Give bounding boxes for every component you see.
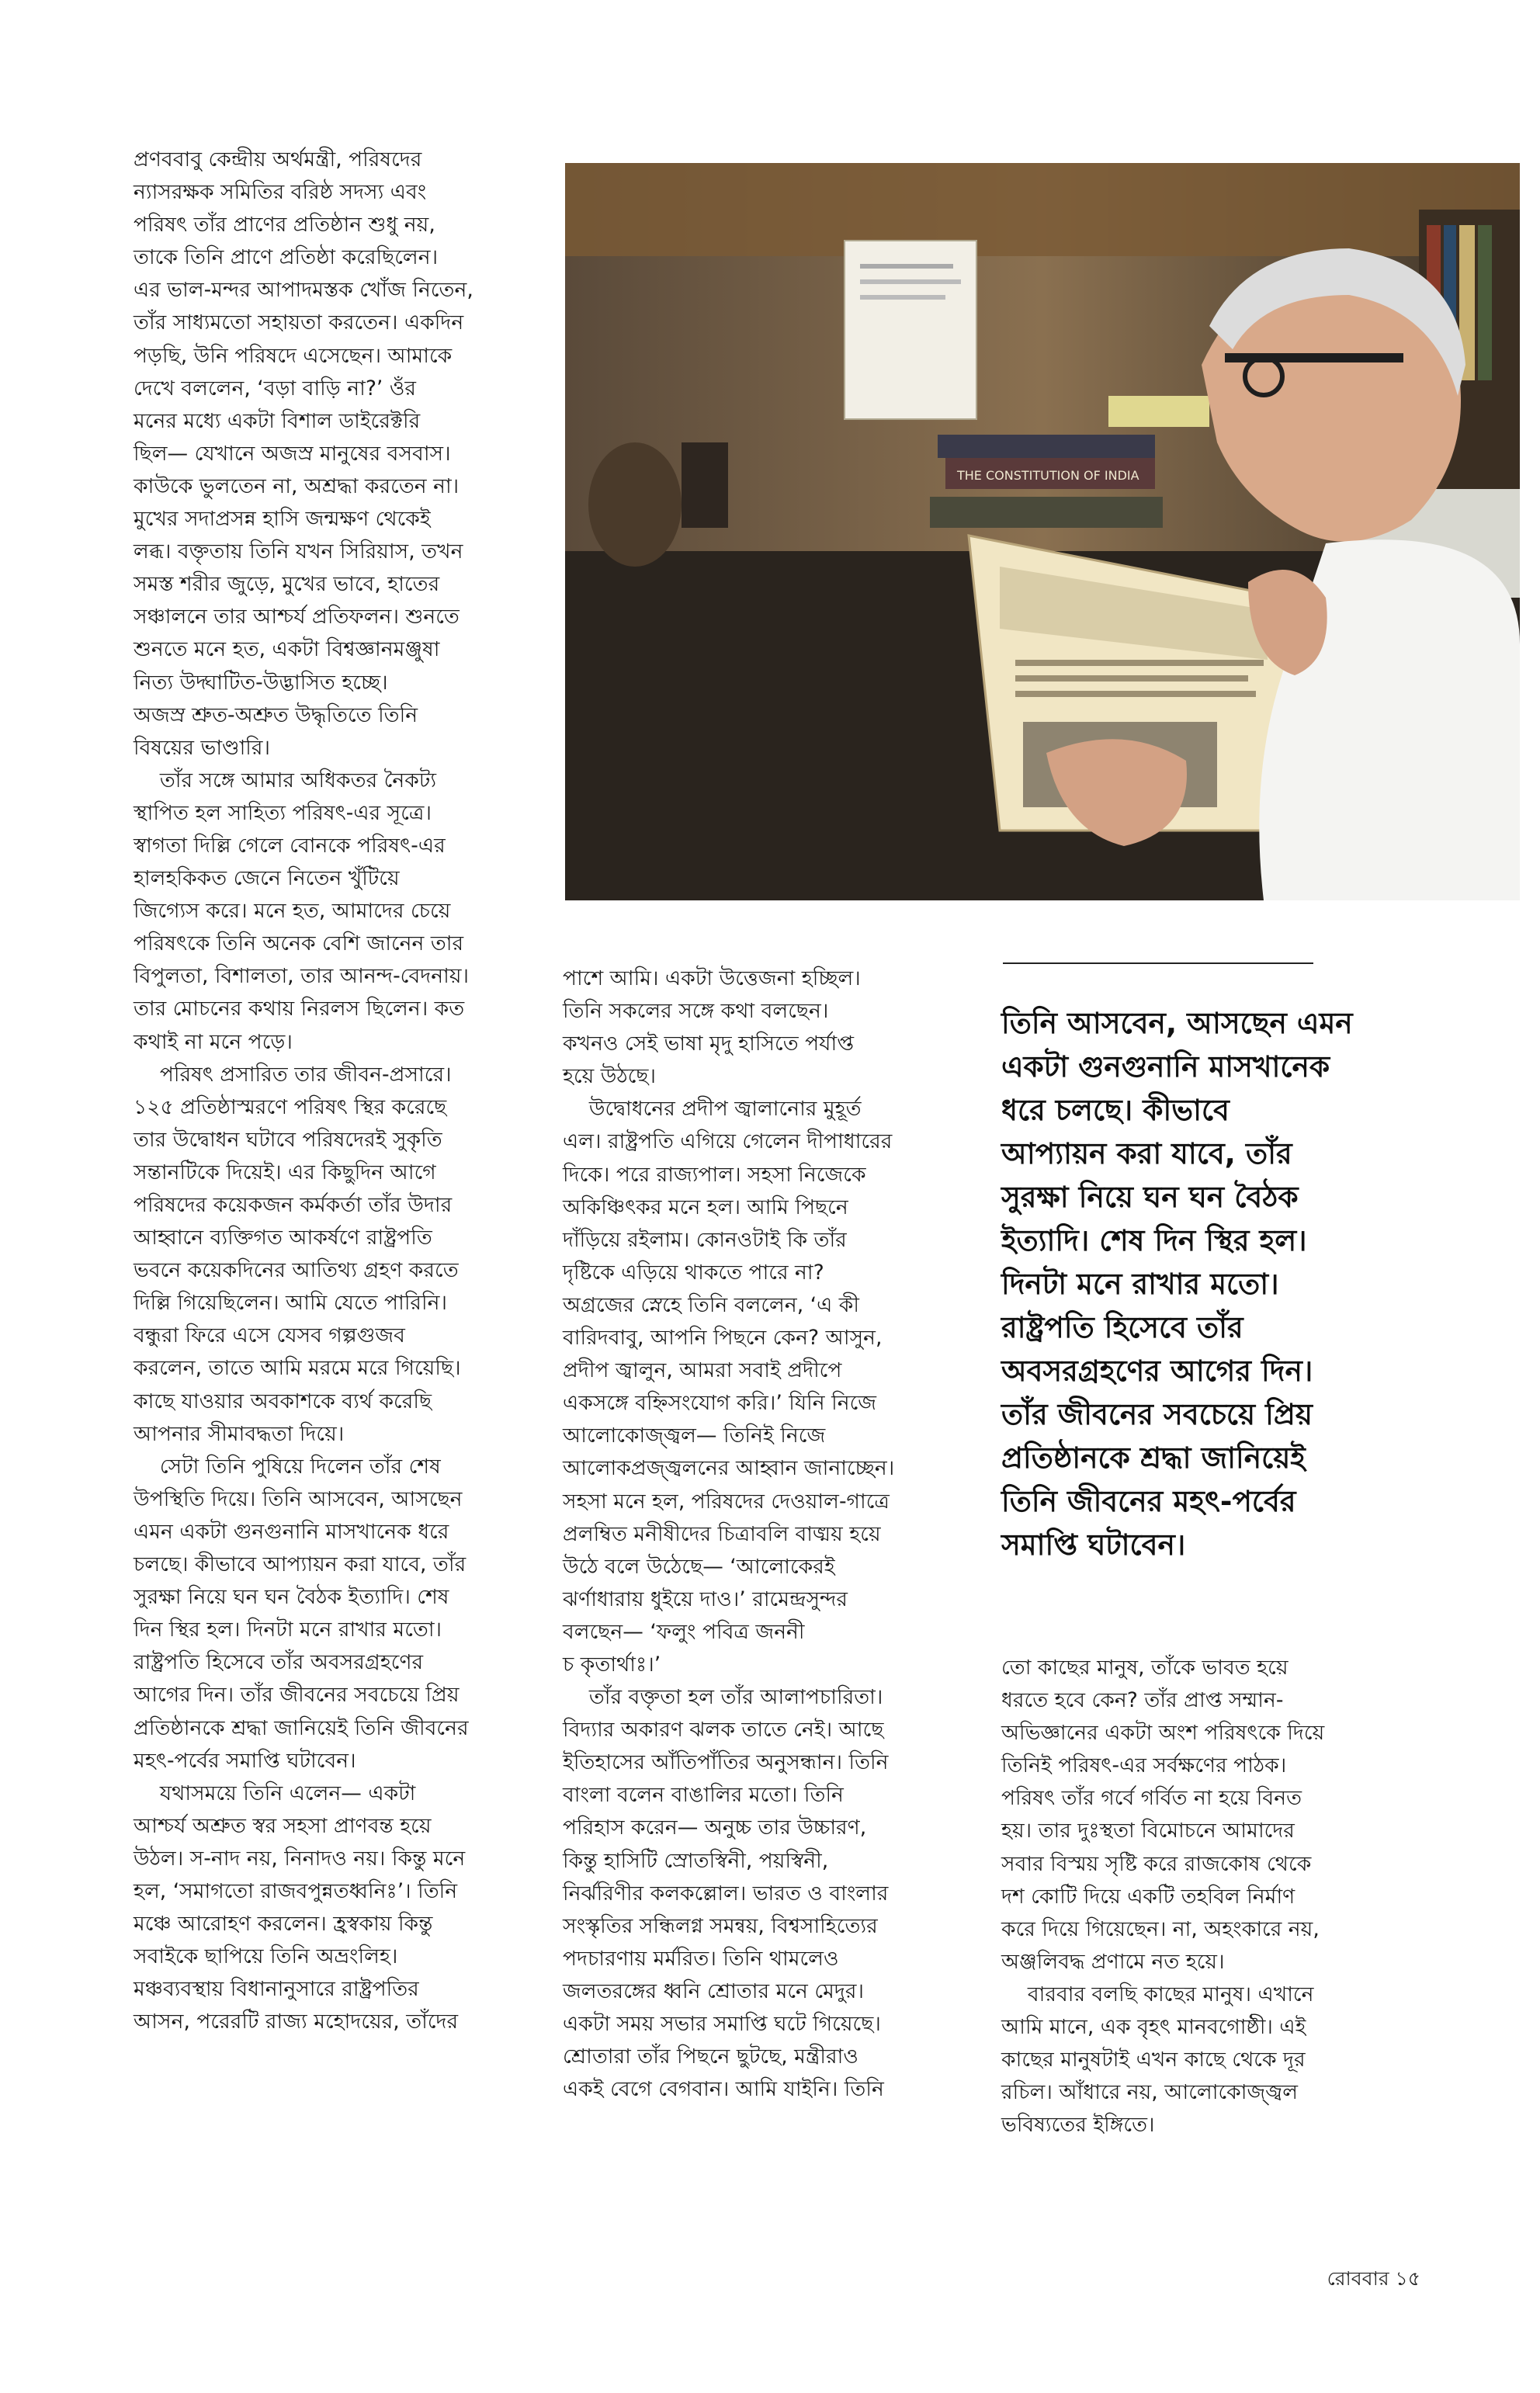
article-line: রচিল। আঁধারে নয়, আলোকোজ্জ্বল <box>1001 2080 1299 2105</box>
article-line: দিন স্থির হল। দিনটা মনে রাখার মতো। <box>134 1618 442 1642</box>
article-column-3 <box>1001 1652 1413 2142</box>
article-line: দিল্লি গিয়েছিলেন। আমি যেতে পারিনি। <box>134 1291 448 1316</box>
article-line: তাঁর সঙ্গে আমার অধিকতর নৈকট্য <box>134 768 437 792</box>
article-line: অকিঞ্চিৎকর মনে হল। আমি পিছনে <box>563 1195 848 1219</box>
article-line: হালহকিকত জেনে নিতেন খুঁটিয়ে <box>134 866 400 891</box>
article-line: পরিষৎ তাঁর গর্বে গর্বিত না হয়ে বিনত <box>1001 1786 1302 1811</box>
article-line: তাকে তিনি প্রাণে প্রতিষ্ঠা করেছিলেন। <box>134 245 439 270</box>
article-line: সেটা তিনি পুষিয়ে দিলেন তাঁর শেষ <box>134 1454 441 1479</box>
pullquote-line: অবসরগ্রহণের আগের দিন। <box>1001 1354 1313 1388</box>
article-line: জলতরঙ্গের ধ্বনি শ্রোতার মনে মেদুর। <box>563 1979 865 2003</box>
article-line: দাঁড়িয়ে রইলাম। কোনওটাই কি তাঁর <box>563 1227 847 1252</box>
article-line: তাঁর সাধ্যমতো সহায়তা করতেন। একদিন <box>134 310 464 335</box>
article-line: ইতিহাসের আঁতিপাঁতির অনুসন্ধান। তিনি <box>563 1750 889 1775</box>
article-line: উদ্বোধনের প্রদীপ জ্বালানোর মুহূর্ত <box>563 1097 862 1122</box>
article-line: স্থাপিত হল সাহিত্য পরিষৎ-এর সূত্রে। <box>134 800 432 825</box>
article-line: স্বাগতা দিল্লি গেলে বোনকে পরিষৎ-এর <box>134 833 446 858</box>
article-line: ১২৫ প্রতিষ্ঠাস্মরণে পরিষৎ স্থির করেছে <box>134 1094 447 1119</box>
article-line: তিনিই পরিষৎ-এর সর্বক্ষণের পাঠক। <box>1001 1753 1287 1778</box>
article-line: ছিল— যেখানে অজস্র মানুষের বসবাস। <box>134 441 451 466</box>
photo-man-reading-book <box>565 163 1520 900</box>
article-line: তিনি সকলের সঙ্গে কথা বলছেন। <box>563 999 829 1024</box>
article-line: অভিজ্ঞানের একটা অংশ পরিষৎকে দিয়ে <box>1001 1721 1325 1746</box>
article-line: মনের মধ্যে একটা বিশাল ডাইরেক্টরি <box>134 408 421 433</box>
article-line: পরিষৎ প্রসারিত তার জীবন-প্রসারে। <box>134 1062 452 1087</box>
article-line: সবার বিস্ময় সৃষ্টি করে রাজকোষ থেকে <box>1001 1851 1312 1876</box>
article-line: বিপুলতা, বিশালতা, তার আনন্দ-বেদনায়। <box>134 964 469 989</box>
article-line: ভবিষ্যতের ইঙ্গিতে। <box>1001 2113 1155 2138</box>
article-line: বিষয়ের ভাণ্ডারি। <box>134 735 271 760</box>
article-line: কিন্তু হাসিটি স্রোতস্বিনী, পয়স্বিনী, <box>563 1848 829 1873</box>
article-line: মহৎ-পর্বের সমাপ্তি ঘটাবেন। <box>134 1748 356 1773</box>
article-line: আগের দিন। তাঁর জীবনের সবচেয়ে প্রিয় <box>134 1683 460 1708</box>
article-line: আলোকপ্রজ্জ্বলনের আহ্বান জানাচ্ছেন। <box>563 1456 895 1481</box>
article-line: আমি মানে, এক বৃহৎ মানবগোষ্ঠী। এই <box>1001 2015 1306 2040</box>
article-line: যথাসময়ে তিনি এলেন— একটা <box>134 1781 416 1805</box>
article-line: ভবনে কয়েকদিনের আতিথ্য গ্রহণ করতে <box>134 1258 459 1283</box>
article-line: নিত্য উদ্ঘাটিত-উদ্ভাসিত হচ্ছে। <box>134 670 388 695</box>
article-line: কথাই না মনে পড়ে। <box>134 1029 293 1054</box>
article-line: সুরক্ষা নিয়ে ঘন ঘন বৈঠক ইত্যাদি। শেষ <box>134 1585 449 1610</box>
article-line: চ কৃতার্থাঃ।’ <box>563 1652 661 1677</box>
article-column-1 <box>134 144 557 2038</box>
article-line: প্রণববাবু কেন্দ্রীয় অর্থমন্ত্রী, পরিষদের <box>134 147 422 172</box>
article-line: রাষ্ট্রপতি হিসেবে তাঁর অবসরগ্রহণের <box>134 1650 424 1675</box>
pullquote-line: সুরক্ষা নিয়ে ঘন ঘন বৈঠক <box>1001 1180 1299 1214</box>
article-line: সমস্ত শরীর জুড়ে, মুখের ভাবে, হাতের <box>134 572 440 597</box>
article-line: দৃষ্টিকে এড়িয়ে থাকতে পারে না? <box>563 1260 824 1285</box>
article-line: লব্ধ। বক্তৃতায় তিনি যখন সিরিয়াস, তখন <box>134 539 463 564</box>
article-line: হয়। তার দুঃস্থতা বিমোচনে আমাদের <box>1001 1819 1295 1843</box>
article-line: বারিদবাবু, আপনি পিছনে কেন? আসুন, <box>563 1326 883 1351</box>
pullquote-line: ধরে চলছে। কীভাবে <box>1001 1093 1230 1127</box>
article-line: দশ কোটি দিয়ে একটি তহবিল নির্মাণ <box>1001 1884 1295 1909</box>
article-line: বন্ধুরা ফিরে এসে যেসব গল্পগুজব <box>134 1323 405 1348</box>
article-line: আলোকোজ্জ্বল— তিনিই নিজে <box>563 1424 826 1448</box>
article-line: মঞ্চে আরোহণ করলেন। হ্রস্বকায় কিন্তু <box>134 1912 433 1937</box>
article-line: আহ্বানে ব্যক্তিগত আকর্ষণে রাষ্ট্রপতি <box>134 1226 432 1250</box>
article-line: পরিষৎকে তিনি অনেক বেশি জানেন তার <box>134 931 464 956</box>
pullquote-line: আপ্যায়ন করা যাবে, তাঁর <box>1001 1136 1292 1170</box>
pullquote-line: তাঁর জীবনের সবচেয়ে প্রিয় <box>1001 1397 1313 1431</box>
article-line: এমন একটা গুনগুনানি মাসখানেক ধরে <box>134 1519 449 1544</box>
article-line: তার উদ্বোধন ঘটাবে পরিষদেরই সুকৃতি <box>134 1127 442 1152</box>
article-column-2 <box>563 962 986 2106</box>
pullquote-line: প্রতিষ্ঠানকে শ্রদ্ধা জানিয়েই <box>1001 1441 1306 1475</box>
pullquote-line: রাষ্ট্রপতি হিসেবে তাঁর <box>1001 1310 1243 1344</box>
article-line: একই বেগে বেগবান। আমি যাইনি। তিনি <box>563 2077 884 2102</box>
pullquote-line: দিনটা মনে রাখার মতো। <box>1001 1267 1279 1301</box>
article-line: অগ্রজের স্নেহে তিনি বললেন, ‘এ কী <box>563 1292 859 1317</box>
article-line: সবাইকে ছাপিয়ে তিনি অভ্রংলিহ। <box>134 1944 398 1969</box>
pullquote <box>1001 1001 1405 1566</box>
article-line: সংস্কৃতির সন্ধিলগ্ন সমন্বয়, বিশ্বসাহিত্যের <box>563 1913 878 1938</box>
article-line: প্রদীপ জ্বালুন, আমরা সবাই প্রদীপে <box>563 1358 842 1383</box>
article-line: নির্ঝরিণীর কলকল্লোল। ভারত ও বাংলার <box>563 1881 889 1906</box>
article-line: পাশে আমি। একটা উত্তেজনা হচ্ছিল। <box>563 966 861 990</box>
article-line: এর ভাল-মন্দর আপাদমস্তক খোঁজ নিতেন, <box>134 278 473 303</box>
article-line: ধরতে হবে কেন? তাঁর প্রাপ্ত সম্মান- <box>1001 1688 1284 1713</box>
pullquote-line: তিনি আসবেন, আসছেন এমন <box>1001 1006 1353 1040</box>
article-line: অজস্র শ্রুত-অশ্রুত উদ্ধৃতিতে তিনি <box>134 702 418 727</box>
article-line: প্রতিষ্ঠানকে শ্রদ্ধা জানিয়েই তিনি জীবনের <box>134 1715 469 1740</box>
pullquote-line: ইত্যাদি। শেষ দিন স্থির হল। <box>1001 1223 1307 1257</box>
article-line: কাছের মানুষটাই এখন কাছে থেকে দূর <box>1001 2048 1306 2072</box>
pullquote-line: একটা গুনগুনানি মাসখানেক <box>1001 1049 1330 1084</box>
article-line: বলছেন— ‘ফলুং পবিত্র জননী <box>563 1619 805 1644</box>
article-line: সঞ্চালনে তার আশ্চর্য প্রতিফলন। শুনতে <box>134 605 460 629</box>
article-line: এল। রাষ্ট্রপতি এগিয়ে গেলেন দীপাধারের <box>563 1129 893 1154</box>
article-line: কখনও সেই ভাষা মৃদু হাসিতে পর্যাপ্ত <box>563 1032 855 1056</box>
article-line: মঞ্চব্যবস্থায় বিধানানুসারে রাষ্ট্রপতির <box>134 1977 419 2002</box>
article-line: উঠল। স-নাদ নয়, নিনাদও নয়। কিন্তু মনে <box>134 1846 466 1871</box>
article-line: তাঁর বক্তৃতা হল তাঁর আলাপচারিতা। <box>563 1685 883 1710</box>
article-line: পড়ছি, উনি পরিষদে এসেছেন। আমাকে <box>134 343 453 368</box>
article-line: চলছে। কীভাবে আপ্যায়ন করা যাবে, তাঁর <box>134 1552 467 1577</box>
article-line: আশ্চর্য অশ্রুত স্বর সহসা প্রাণবন্ত হয়ে <box>134 1813 432 1838</box>
pullquote-rule <box>1003 962 1313 964</box>
article-line: দিকে। পরে রাজ্যপাল। সহসা নিজেকে <box>563 1162 866 1187</box>
article-line: করে দিয়ে গিয়েছেন। না, অহংকারে নয়, <box>1001 1916 1320 1941</box>
article-line: হয়ে উঠছে। <box>563 1064 657 1089</box>
article-line: একটা সময় সভার সমাপ্তি ঘটে গিয়েছে। <box>563 2012 881 2036</box>
article-line: প্রলম্বিত মনীষীদের চিত্রাবলি বাঙ্ময় হয়ে <box>563 1521 881 1546</box>
pullquote-line: তিনি জীবনের মহৎ-পর্বের <box>1001 1484 1296 1518</box>
article-line: আপনার সীমাবদ্ধতা দিয়ে। <box>134 1421 345 1446</box>
article-line: তার মোচনের কথায় নিরলস ছিলেন। কত <box>134 997 465 1021</box>
article-line: ঝর্ণাধারায় ধুইয়ে দাও।’ রামেন্দ্রসুন্দর <box>563 1587 848 1611</box>
photo-illustration <box>565 163 1520 900</box>
page-folio: রোববার ১৫ <box>1327 2267 1420 2290</box>
article-line: পদচারণায় মর্মরিত। তিনি থামলেও <box>563 1946 839 1971</box>
article-line: শ্রোতারা তাঁর পিছনে ছুটছে, মন্ত্রীরাও <box>563 2044 858 2069</box>
article-line: শুনতে মনে হত, একটা বিশ্বজ্ঞানমঞ্জুষা <box>134 637 440 662</box>
article-line: কাছে যাওয়ার অবকাশকে ব্যর্থ করেছি <box>134 1389 432 1413</box>
article-line: কাউকে ভুলতেন না, অশ্রদ্ধা করতেন না। <box>134 473 460 498</box>
article-line: উপস্থিতি দিয়ে। তিনি আসবেন, আসছেন <box>134 1486 463 1511</box>
article-line: বিদ্যার অকারণ ঝলক তাতে নেই। আছে <box>563 1718 884 1743</box>
book-spine-text: THE CONSTITUTION OF INDIA <box>957 468 1139 483</box>
article-line: হল, ‘সমাগতো রাজবপুন্নতধ্বনিঃ’। তিনি <box>134 1878 458 1903</box>
article-line: অঞ্জলিবদ্ধ প্রণামে নত হয়ে। <box>1001 1949 1225 1974</box>
article-line: দেখে বললেন, ‘বড়া বাড়ি না?’ ওঁর <box>134 376 417 401</box>
article-line: মুখের সদাপ্রসন্ন হাসি জন্মক্ষণ থেকেই <box>134 507 431 532</box>
article-line: আসন, পরেরটি রাজ্য মহোদয়ের, তাঁদের <box>134 2010 459 2034</box>
article-line: সহসা মনে হল, পরিষদের দেওয়াল-গাত্রে <box>563 1489 890 1514</box>
article-line: ন্যাসরক্ষক সমিতির বরিষ্ঠ সদস্য এবং <box>134 180 427 205</box>
article-line: বারবার বলছি কাছের মানুষ। এখানে <box>1001 1982 1314 2006</box>
article-line: পরিহাস করেন— অনুচ্চ তার উচ্চারণ, <box>563 1816 867 1840</box>
article-line: জিগ্যেস করে। মনে হত, আমাদের চেয়ে <box>134 899 451 924</box>
article-line: তো কাছের মানুষ, তাঁকে ভাবত হয়ে <box>1001 1656 1289 1680</box>
article-line: সন্তানটিকে দিয়েই। এর কিছুদিন আগে <box>134 1160 436 1184</box>
article-line: পরিষৎ তাঁর প্রাণের প্রতিষ্ঠান শুধু নয়, <box>134 213 435 238</box>
pullquote-line: সমাপ্তি ঘটাবেন। <box>1001 1528 1186 1562</box>
article-line: উঠে বলে উঠেছে— ‘আলোকেরই <box>563 1554 835 1579</box>
article-line: পরিষদের কয়েকজন কর্মকর্তা তাঁর উদার <box>134 1193 453 1217</box>
article-line: একসঙ্গে বহ্নিসংযোগ করি।’ যিনি নিজে <box>563 1391 877 1416</box>
article-line: করলেন, তাতে আমি মরমে মরে গিয়েছি। <box>134 1356 461 1381</box>
article-line: বাংলা বলেন বাঙালির মতো। তিনি <box>563 1783 844 1808</box>
